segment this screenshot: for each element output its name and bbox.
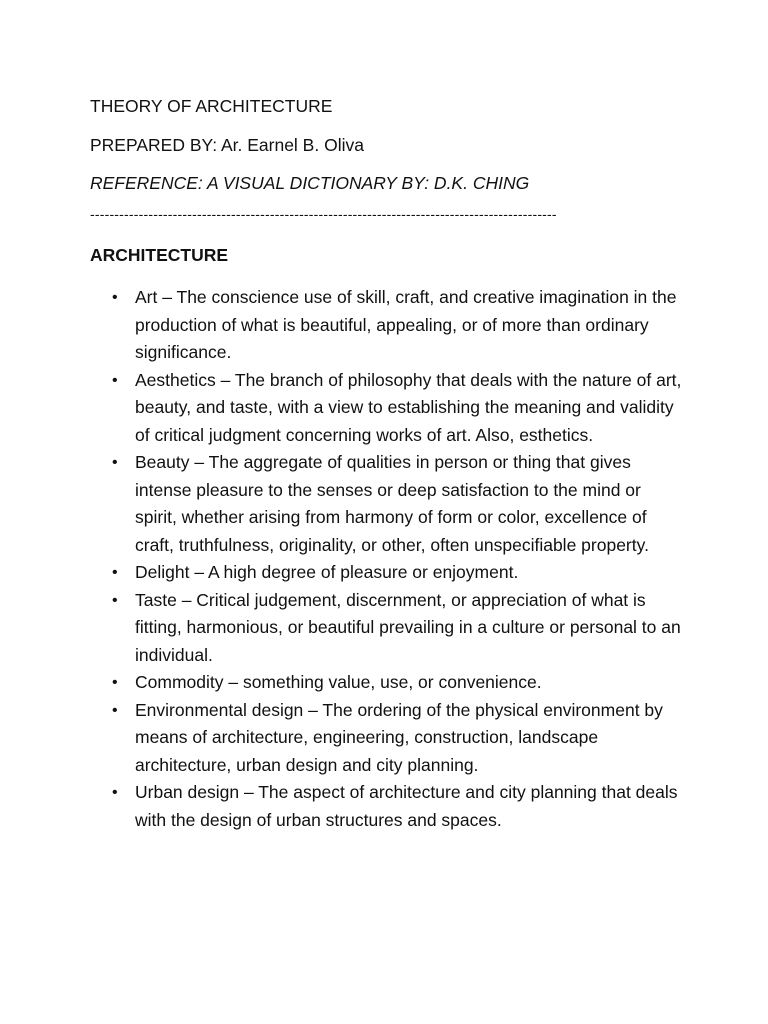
definition-text: Commodity – something value, use, or convenience. <box>135 672 542 692</box>
bullet-icon: • <box>112 371 118 389</box>
definition-text: Urban design – The aspect of architecture and city planning that deals with the design of urban structures and spaces. <box>135 782 678 830</box>
list-item <box>0 449 768 559</box>
list-item <box>0 669 768 697</box>
bullet-icon: • <box>112 454 118 471</box>
definition-text: Delight – A high degree of pleasure or enjoyment. <box>135 562 519 582</box>
bullet-icon: • <box>112 701 118 719</box>
list-item <box>0 367 768 450</box>
bullet-icon: • <box>112 784 118 801</box>
section-heading: ARCHITECTURE <box>90 245 229 265</box>
bullet-icon: • <box>112 674 118 691</box>
bullet-icon: • <box>112 591 118 609</box>
list-item <box>0 779 768 834</box>
list-item <box>0 697 768 780</box>
definition-text: Environmental design – The ordering of the physical environment by means of architecture, engineering, construction, landscape architecture, urban design and city planning. <box>135 699 663 775</box>
prepared-by-line: PREPARED BY: Ar. Earnel B. Oliva <box>90 135 364 155</box>
reference-line: REFERENCE: A VISUAL DICTIONARY BY: D.K. CHING <box>90 173 530 193</box>
dashed-divider: ------------------------------------------------------------------------------------------------ <box>90 206 557 222</box>
definition-text: Beauty – The aggregate of qualities in person or thing that gives intense pleasure to the senses or deep satisfaction to the mind or spirit, whether arising from harmony of form or color, excellence of craft, truthfulness, originality, or other, often unspecifiable property. <box>135 452 649 555</box>
bullet-icon: • <box>112 289 118 306</box>
document-title: THEORY OF ARCHITECTURE <box>90 96 333 116</box>
definition-text: Taste – Critical judgement, discernment, or appreciation of what is fitting, harmonious, or beautiful prevailing in a culture or personal to an individual. <box>135 589 681 665</box>
definition-list <box>0 284 768 834</box>
definition-text: Aesthetics – The branch of philosophy that deals with the nature of art, beauty, and taste, with a view to establishing the meaning and validity of critical judgment concerning works of art. Also, esthetics. <box>135 369 682 445</box>
list-item <box>0 284 768 367</box>
list-item <box>0 587 768 670</box>
definition-text: Art – The conscience use of skill, craft, and creative imagination in the production of what is beautiful, appealing, or of more than ordinary significance. <box>135 287 677 362</box>
list-item <box>0 559 768 587</box>
bullet-icon: • <box>112 564 118 581</box>
